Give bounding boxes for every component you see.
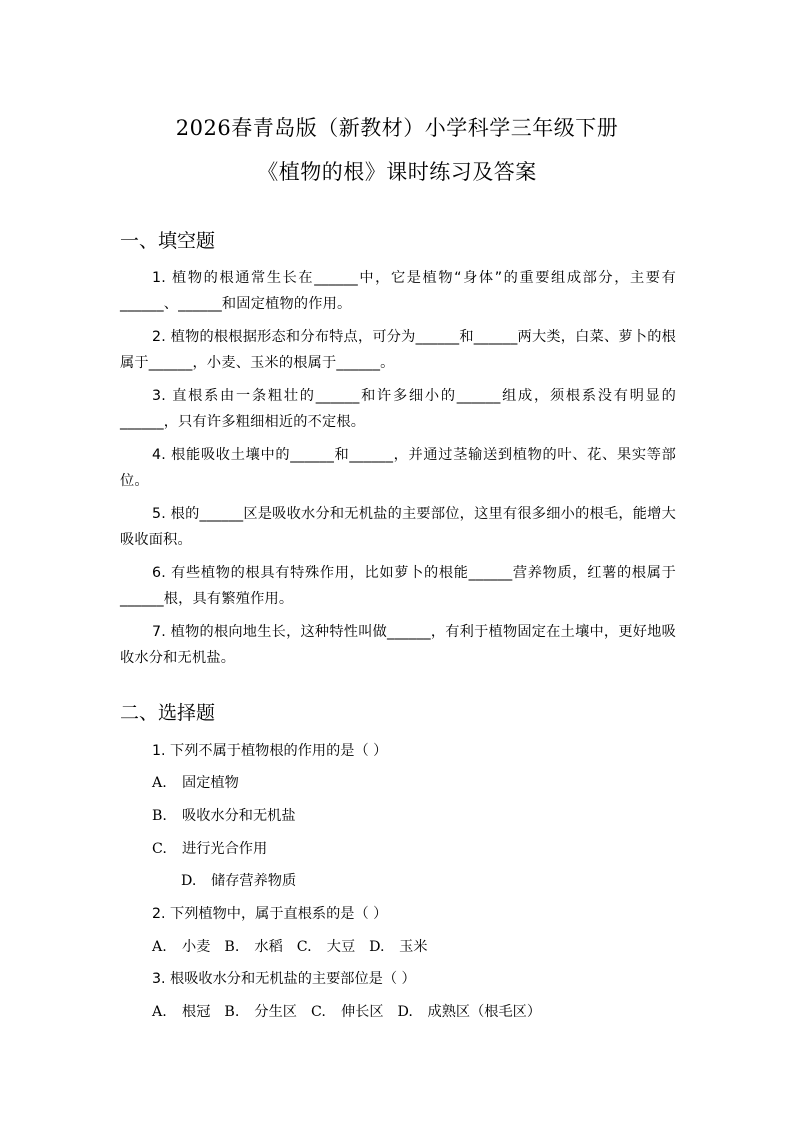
option-letter: C. xyxy=(310,1004,326,1020)
option-text: 分生区 xyxy=(254,1004,297,1020)
document-title-line-1: 2026春青岛版（新教材）小学科学三年级下册 xyxy=(175,116,619,140)
option-letter: C. xyxy=(296,939,312,955)
choice-option-1b xyxy=(152,805,296,825)
option-letter: A. xyxy=(152,939,167,955)
fill-in-question: 7. 植物的根向地生长，这种特性叫做______，有利于植物固定在土壤中，更好地吸收水分和无机盐。 xyxy=(120,624,676,666)
option-text: 成熟区（根毛区） xyxy=(427,1004,542,1020)
option-letter: C. xyxy=(152,841,167,857)
option-text: 伸长区 xyxy=(340,1004,384,1020)
option-letter: D. xyxy=(397,1004,413,1020)
option-letter: B. xyxy=(152,808,167,824)
option-text: 水稻 xyxy=(254,939,283,955)
choice-option-1c xyxy=(152,838,267,858)
fill-in-question: 5. 根的______区是吸收水分和无机盐的主要部位，这里有很多细小的根毛，能增大吸收面积。 xyxy=(120,506,676,548)
option-letter: D. xyxy=(181,873,197,889)
choice-question-2: 2. 下列植物中，属于直根系的是（ ） xyxy=(152,906,388,922)
fill-in-question: 6. 有些植物的根具有特殊作用，比如萝卜的根能______营养物质，红薯的根属于______根，具有繁殖作用。 xyxy=(120,565,676,607)
option-text: 大豆 xyxy=(326,939,356,955)
choice-option-1a xyxy=(152,772,239,792)
fill-in-question: 2. 植物的根根据形态和分布特点，可分为______和______两大类，白菜、萝卜的根属于______，小麦、玉米的根属于______。 xyxy=(120,329,676,371)
option-text: 固定植物 xyxy=(182,775,239,791)
section-heading-multiple-choice: 二、选择题 xyxy=(120,702,216,724)
fill-in-question-list xyxy=(120,265,676,678)
document-title-line-2: 《植物的根》课时练习及答案 xyxy=(257,160,537,184)
fill-in-question: 1. 植物的根通常生长在______中，它是植物“身体”的重要组成部分，主要有______、______和固定植物的作用。 xyxy=(120,270,676,312)
option-text: 进行光合作用 xyxy=(182,841,268,857)
section-heading-fill-in: 一、填空题 xyxy=(120,230,216,252)
option-letter: B. xyxy=(224,939,240,955)
choice-options-2 xyxy=(152,936,442,956)
option-text: 玉米 xyxy=(399,939,428,955)
option-text: 小麦 xyxy=(182,939,211,955)
option-letter: D. xyxy=(369,939,385,955)
option-text: 储存营养物质 xyxy=(211,873,297,889)
option-text: 根冠 xyxy=(182,1004,211,1020)
option-letter: A. xyxy=(152,1004,167,1020)
fill-in-question: 3. 直根系由一条粗壮的______和许多细小的______组成，须根系没有明显的______，只有许多粗细相近的不定根。 xyxy=(120,388,676,430)
option-letter: A. xyxy=(152,775,167,791)
choice-question-1: 1. 下列不属于植物根的作用的是（ ） xyxy=(152,743,388,759)
choice-options-3 xyxy=(152,1001,555,1021)
choice-option-1d xyxy=(181,870,296,890)
option-text: 吸收水分和无机盐 xyxy=(182,808,296,824)
choice-question-3: 3. 根吸收水分和无机盐的主要部位是（ ） xyxy=(152,971,416,987)
option-letter: B. xyxy=(224,1004,240,1020)
fill-in-question: 4. 根能吸收土壤中的______和______，并通过茎输送到植物的叶、花、果实等部位。 xyxy=(120,447,676,489)
